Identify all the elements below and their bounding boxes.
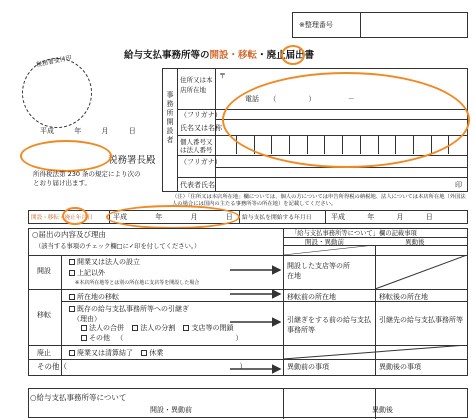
title-separator: ・ <box>257 50 267 61</box>
kaisetsu-option-1-label: 開業又は法人の設立 <box>77 258 140 266</box>
change-date-year: 年 <box>155 213 163 221</box>
checkbox-other[interactable] <box>81 335 87 341</box>
sonota-right-after: 異動後の事項 <box>379 363 421 371</box>
category-iten: 移転 <box>37 311 51 319</box>
pay-start-label: 給与支払を開始する年月日 <box>242 215 312 221</box>
iten-reason-options-1 <box>81 324 233 332</box>
highlight-haishi-label <box>62 207 88 225</box>
iten-reason-label: （理由） <box>73 315 101 323</box>
pay-start-month: 月 <box>396 213 404 221</box>
pay-start-year: 年 <box>367 213 375 221</box>
applicant-footnote <box>172 194 468 208</box>
date-day-label: 日 <box>128 127 136 135</box>
change-date-month: 月 <box>190 213 198 221</box>
iten-reason-merger: 法人の合併 <box>89 324 124 332</box>
seiri-number-box <box>292 12 468 38</box>
change-date-label: 開設・移転・廃止年月日 <box>31 215 93 221</box>
kaisetsu-option-2-label: 上記以外 <box>77 269 105 277</box>
haishi-option-2-label: 休業 <box>149 349 164 357</box>
date-month-label: 月 <box>101 127 109 135</box>
pay-start-day: 日 <box>425 213 433 221</box>
checkbox-suspend[interactable] <box>141 350 147 356</box>
checkbox[interactable] <box>69 306 75 312</box>
applicant-side-label: 事務所開設者 <box>166 91 174 145</box>
sonota-row[interactable] <box>37 363 247 371</box>
right-column-title: 「給与支払事務所等について」欄の記載事項 <box>291 230 417 237</box>
bottom-table <box>28 388 468 418</box>
reception-stamp-label: 税務署受付印 <box>35 54 73 69</box>
phone-paren-close: ） <box>308 95 316 103</box>
title-prefix: 給与支払事務所等の <box>124 50 210 61</box>
sonota-right-before: 異動前の事項 <box>287 363 329 371</box>
haishi-right-hatch <box>283 345 467 359</box>
notice-line-1: 所得税法第 230 条の規定により次の <box>33 170 141 178</box>
right-col-after-header: 異動後 <box>405 238 425 246</box>
iten-reason-other: その他 <box>89 334 110 342</box>
right-col-before-header: 開設・異動前 <box>305 238 344 246</box>
category-kaisetsu: 開設 <box>37 267 51 275</box>
checkbox[interactable] <box>69 294 75 300</box>
tax-office-suffix: 税務署長殿 <box>108 155 156 166</box>
checkbox-close-business[interactable] <box>69 350 75 356</box>
furigana-label-2: （フリガナ） <box>180 158 222 166</box>
change-date-day: 日 <box>225 213 233 221</box>
checkbox[interactable] <box>69 259 75 265</box>
kaisetsu-right-label: 開設した支店等の所在地 <box>287 262 350 280</box>
iten-right2-before: 引継ぎをする前の給与支払事務所等 <box>287 316 371 334</box>
category-haishi: 廃止 <box>37 349 51 357</box>
reason-arrows <box>230 250 290 390</box>
sonota-label: その他（ <box>37 362 67 371</box>
notice-line-2: とおり届け出ます。 <box>33 179 91 187</box>
phone-dash: － <box>347 95 355 103</box>
highlight-applicant-block <box>222 72 470 168</box>
kaisetsu-option-1[interactable] <box>69 258 140 266</box>
highlight-tax-office <box>20 140 112 172</box>
representative-label: 代表者氏名 <box>180 181 215 189</box>
postal-mark: 〒 <box>219 72 226 80</box>
phone-label: 電話 <box>245 95 259 103</box>
haishi-options <box>69 349 163 357</box>
title-option-iten[interactable]: 移転 <box>238 50 258 61</box>
iten-option-1-label: 所在地の移転 <box>77 293 119 301</box>
number-label: 個人番号又は法人番号 <box>180 138 213 154</box>
kaisetsu-option-2[interactable] <box>69 269 105 277</box>
paren-open: （ <box>116 334 124 342</box>
haishi-option-1-label: 廃業又は清算結了 <box>77 349 133 357</box>
kaisetsu-right-hatch <box>375 255 467 289</box>
checkbox[interactable] <box>69 270 75 276</box>
bottom-col-after: 異動後 <box>372 406 393 414</box>
checkbox-closure[interactable] <box>183 325 189 331</box>
name-label: 氏名又は名称 <box>180 124 222 132</box>
kaisetsu-right-hatch-before <box>283 245 375 255</box>
date-row <box>28 210 468 224</box>
reasons-subheading: （該当する事項のチェック欄□に✓印を付してください。） <box>35 243 201 250</box>
iten-option-1[interactable] <box>69 293 119 301</box>
pay-start-era: 平成 <box>331 213 345 221</box>
checkbox-split[interactable] <box>132 325 138 331</box>
iten-reason-options-2 <box>81 334 242 342</box>
seiri-number-label: ※整理番号 <box>299 21 333 29</box>
footnote-text: 「住所又は本店所在地」欄については、個人の方については申告所得税の納税地、法人については本店所在地（外国法人の場合には国内の主たる事務所等の所在地）を記載してください。 <box>172 194 466 207</box>
sonota-paren-close: ） <box>239 362 247 371</box>
reception-stamp <box>22 58 92 128</box>
submission-date <box>40 127 136 135</box>
highlight-change-date <box>106 205 240 229</box>
furigana-label-1: （フリガナ） <box>180 111 222 119</box>
iten-right2-after: 引継先の給与支払事務所等 <box>379 316 463 324</box>
title-option-haishi[interactable]: 廃止 <box>266 50 286 61</box>
paren-close: ） <box>235 334 243 342</box>
date-era: 平成 <box>40 127 54 135</box>
phone-paren-open: （ <box>269 95 277 103</box>
bottom-col-before: 開設・異動前 <box>150 406 192 414</box>
kaisetsu-option-2-note: ※本店所在地等とは別の所在地に支店等を開設した場合 <box>75 280 200 286</box>
iten-after-location: 移転後の所在地 <box>379 293 428 301</box>
pay-start-value[interactable] <box>331 213 433 221</box>
iten-option-2-label: 既存の給与支払事務所等への引継ぎ <box>77 305 189 313</box>
address-label: 住所又は本店所在地 <box>180 76 213 94</box>
reasons-heading: ○届出の内容及び理由 <box>32 230 107 239</box>
highlight-title-option <box>281 45 305 65</box>
date-year-label: 年 <box>74 127 82 135</box>
checkbox-merger[interactable] <box>81 325 87 331</box>
representative-input[interactable] <box>216 178 451 190</box>
iten-before-location: 移転前の所在地 <box>287 293 336 301</box>
title-option-kaisetsu[interactable]: 開設 <box>209 50 229 61</box>
footnote-mark: （注） <box>172 194 188 200</box>
iten-reason-split: 法人の分割 <box>140 324 176 332</box>
bottom-heading: ○給与支払事務所等について <box>30 393 127 402</box>
title-suffix: 届出書 <box>285 50 315 61</box>
iten-reason-closure: 支店等の閉鎖 <box>191 324 234 332</box>
change-date-era: 平成 <box>113 213 127 221</box>
iten-option-2[interactable] <box>69 305 189 313</box>
representative-seal-mark: 印 <box>455 181 462 189</box>
title-separator: ・ <box>228 50 239 61</box>
